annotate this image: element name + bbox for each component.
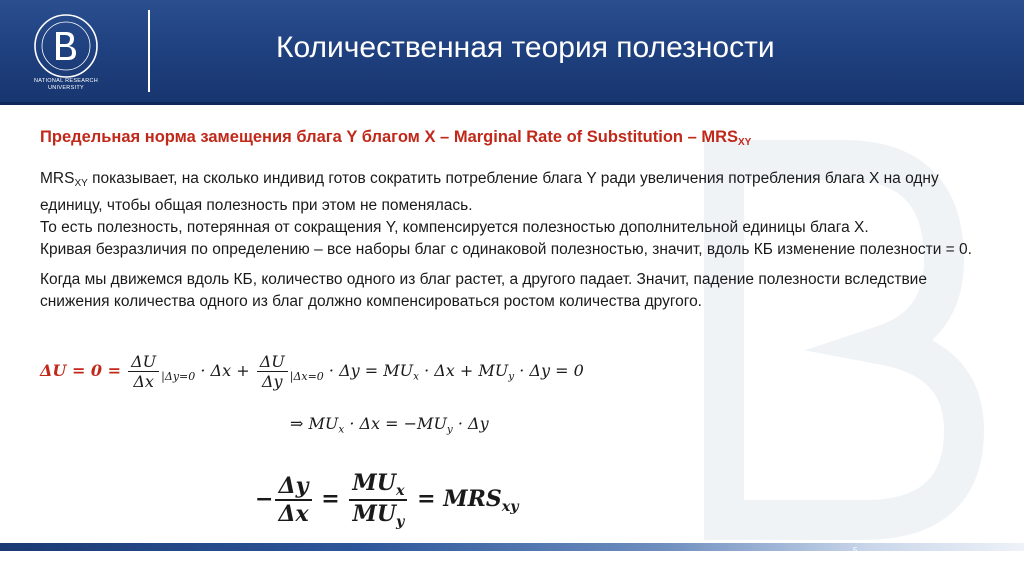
condition-dy-zero: |Δy=0 (161, 370, 196, 383)
formula-implication (290, 414, 489, 436)
slide-title: Количественная теория полезности (276, 31, 775, 64)
fraction-mux-muy (349, 470, 407, 530)
mrs-label: MRS (40, 170, 75, 187)
fraction-du-dy (257, 352, 288, 391)
slide-header (0, 0, 1024, 105)
paragraph-definition (40, 168, 995, 261)
formula-equals: = (313, 486, 348, 512)
condition-dx-zero: |Δx=0 (289, 370, 324, 383)
subtitle-text: Предельная норма замещения блага Y благом X – Marginal Rate of Substitution – MRS (40, 128, 738, 146)
formula-subscript: y (446, 423, 453, 436)
formula-term: · Δy = 0 (514, 361, 584, 380)
fraction-numerator: ΔU (259, 352, 285, 371)
formula-subscript: y (396, 514, 405, 530)
fraction-denominator: Δx (128, 371, 159, 391)
fraction-denominator: Δx (275, 499, 311, 527)
formula-term: · Δx + (195, 361, 255, 380)
fraction-numerator: ΔU (131, 352, 157, 371)
fraction-denominator: Δy (257, 371, 288, 391)
formula-subscript: xy (501, 499, 519, 515)
formula-term: · Δy (452, 414, 489, 433)
section-subtitle (40, 126, 995, 154)
formula-subscript: x (395, 483, 405, 499)
slide-content (40, 126, 995, 321)
logo-subtitle: NATIONAL RESEARCH UNIVERSITY (33, 78, 99, 91)
formula-subscript: x (338, 423, 345, 436)
page-number: 5 (853, 546, 858, 555)
paragraph-3-text: Кривая безразличия по определению – все наборы благ с одинаковой полезностью, значит, вдоль КБ изменение полезности = 0. (40, 241, 972, 258)
footer-bar (0, 543, 1024, 551)
formula-term: · Δy = MU (323, 361, 414, 380)
formula-mrs-term: = MRS (409, 486, 502, 512)
formula-lhs: ΔU = 0 = (40, 361, 122, 380)
fraction-denominator (349, 499, 407, 530)
formula-subscript: x (413, 370, 419, 383)
formula-term: ⇒ MU (290, 414, 339, 433)
fraction-numerator: Δy (278, 473, 309, 499)
fraction-numerator (349, 470, 407, 499)
paragraph-4-text: Когда мы движемся вдоль КБ, количество одного из благ растет, а другого падает. Значит, падение полезности вследствие снижения количества одного из благ должно компенсироваться ростом количества другого. (40, 271, 927, 310)
formula-minus: − (255, 486, 274, 512)
formula-term: · Δx + MU (418, 361, 509, 380)
paragraph-1-text: показывает, на сколько индивид готов сократить потребление блага Y ради увеличения потребления блага X на одну единицу, чтобы общая полезность при этом не поменялась. (40, 170, 939, 214)
paragraph-2-text: То есть полезность, потерянная от сокращения Y, компенсируется полезностью дополнительной единицы блага X. (40, 219, 869, 236)
subtitle-subscript: XY (738, 137, 752, 148)
formula-total-differential (40, 352, 584, 391)
fraction-dy-dx (275, 473, 311, 527)
header-divider (148, 10, 150, 92)
formula-term: · Δx = −MU (344, 414, 447, 433)
mrs-subscript: XY (74, 178, 88, 189)
formula-mrs (255, 470, 519, 530)
mu-label: MU (352, 470, 396, 496)
fraction-du-dx (128, 352, 159, 391)
mu-label: MU (352, 501, 397, 527)
formula-subscript: y (508, 370, 515, 383)
